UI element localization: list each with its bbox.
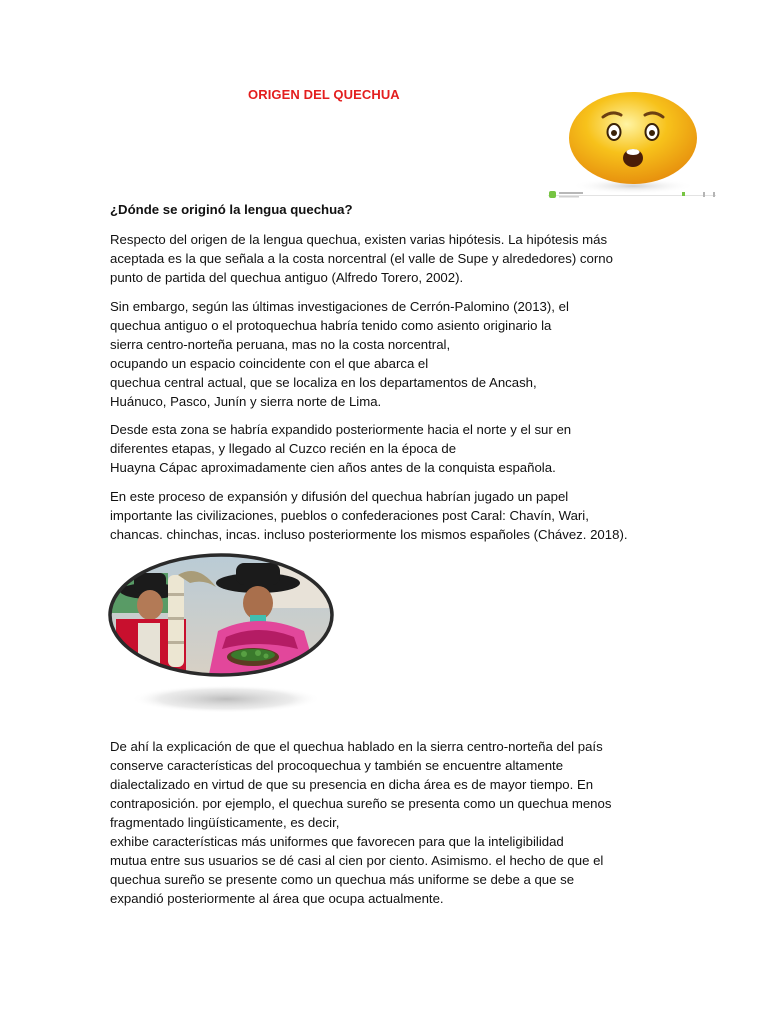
andean-children-photo	[108, 553, 338, 718]
text-line: contraposición. por ejemplo, el quechua sureño se presenta como un quechua menos	[110, 796, 612, 811]
paragraph-4	[110, 487, 655, 544]
document-title: ORIGEN DEL QUECHUA	[248, 87, 400, 102]
paragraph-2	[110, 297, 655, 411]
paragraph-1	[110, 230, 655, 287]
text-line: sierra centro-norteña peruana, mas no la costa norcentral,	[110, 337, 451, 352]
surprised-emoji-image	[548, 90, 718, 200]
emoji-face	[569, 92, 697, 184]
text-line: aceptada es la que señala a la costa norcentral (el valle de Supe y alrededores) corno	[110, 251, 613, 266]
text-line: punto de partida del quechua antiguo (Alfredo Torero, 2002).	[110, 270, 464, 285]
text-line: importante las civilizaciones, pueblos o confederaciones post Caral: Chavín, Wari,	[110, 508, 589, 523]
text-line: fragmentado lingüísticamente, es decir,	[110, 815, 340, 830]
text-line: expandió posteriormente al área que ocupa actualmente.	[110, 891, 444, 906]
text-line: conserve características del procoquechua y también se encuentre altamente	[110, 758, 564, 773]
text-line: ocupando un espacio coincidente con el que abarca el	[110, 356, 429, 371]
emoji-caption-strip	[548, 188, 716, 198]
text-line: dialectalizado en virtud de que su presencia en dicha área es de mayor tiempo. En	[110, 777, 594, 792]
text-line: Sin embargo, según las últimas investigaciones de Cerrón-Palomino (2013), el	[110, 299, 569, 314]
question-heading: ¿Dónde se originó la lengua quechua?	[110, 202, 353, 217]
paragraph-3	[110, 420, 655, 477]
paragraph-5	[110, 737, 655, 908]
text-line: quechua sureño se presente como un quechua más uniforme se debe a que se	[110, 872, 575, 887]
text-line: mutua entre sus usuarios se dé casi al cien por ciento. Asimismo. el hecho de que el	[110, 853, 604, 868]
text-line: En este proceso de expansión y difusión del quechua habrían jugado un papel	[110, 489, 569, 504]
text-line: chancas. chinchas, incas. incluso posteriormente los mismos españoles (Chávez. 2018).	[110, 527, 628, 542]
text-line: exhibe características más uniformes que favorecen para que la inteligibilidad	[110, 834, 564, 849]
text-line: quechua central actual, que se localiza en los departamentos de Ancash,	[110, 375, 537, 390]
text-line: Respecto del origen de la lengua quechua, existen varias hipótesis. La hipótesis más	[110, 232, 608, 247]
text-line: quechua antiguo o el protoquechua habría tenido como asiento originario la	[110, 318, 552, 333]
text-line: diferentes etapas, y llegado al Cuzco recién en la época de	[110, 441, 457, 456]
text-line: Desde esta zona se habría expandido posteriormente hacia el norte y el sur en	[110, 422, 572, 437]
text-line: Huayna Cápac aproximadamente cien años antes de la conquista española.	[110, 460, 556, 475]
text-line: De ahí la explicación de que el quechua hablado en la sierra centro-norteña del país	[110, 739, 603, 754]
text-line: Huánuco, Pasco, Junín y sierra norte de Lima.	[110, 394, 382, 409]
